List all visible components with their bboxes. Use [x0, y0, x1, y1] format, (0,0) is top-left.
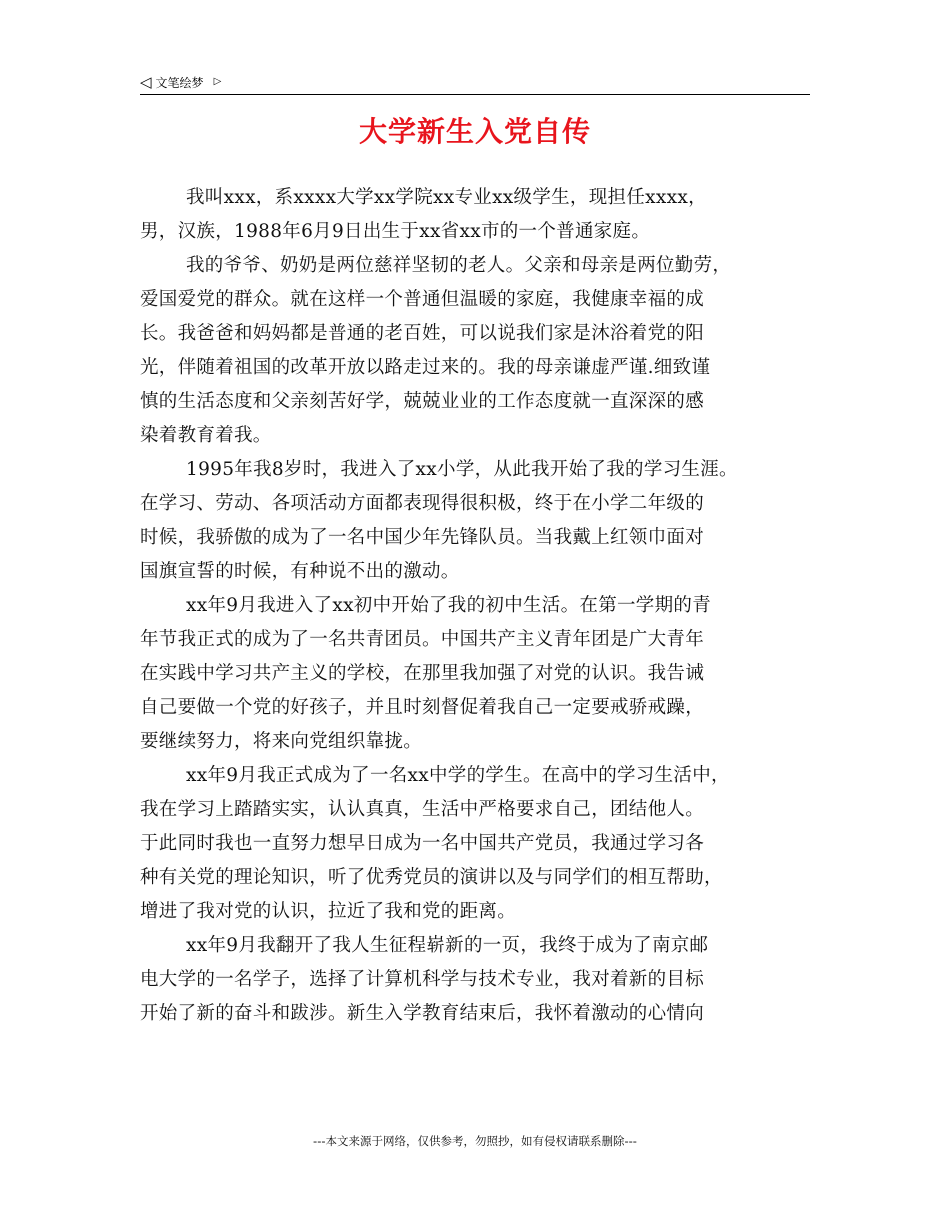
- paragraph-4: [140, 589, 810, 759]
- text-line: 慎的生活态度和父亲刻苦好学，兢兢业业的工作态度就一直深深的感: [140, 391, 705, 412]
- document-body: [140, 181, 810, 1031]
- text-line: 我的爷爷、奶奶是两位慈祥坚韧的老人。父亲和母亲是两位勤劳，: [186, 255, 732, 276]
- text-line: 增进了我对党的认识，拉近了我和党的距离。: [140, 901, 517, 922]
- text-line: 光，伴随着祖国的改革开放以路走过来的。我的母亲谦虚严谨.细致谨: [140, 357, 711, 378]
- page-footer: ---本文来源于网络，仅供参考，勿照抄，如有侵权请联系删除---: [313, 1134, 637, 1148]
- text-line: 国旗宣誓的时候，有种说不出的激动。: [140, 561, 460, 582]
- page-header: [140, 70, 810, 95]
- text-line: 我在学习上踏踏实实，认认真真，生活中严格要求自己，团结他人。: [140, 799, 705, 820]
- text-line: 长。我爸爸和妈妈都是普通的老百姓，可以说我们家是沐浴着党的阳: [140, 323, 705, 344]
- text-line: 年节我正式的成为了一名共青团员。中国共产主义青年团是广大青年: [140, 629, 705, 650]
- text-line: 染着教育着我。: [140, 425, 272, 446]
- right-triangle-icon: ▷: [213, 76, 222, 87]
- text-line: xx年9月我翻开了我人生征程崭新的一页，我终于成为了南京邮: [186, 935, 709, 956]
- text-line: 男，汉族，1988年6月9日出生于xx省xx市的一个普通家庭。: [140, 221, 651, 242]
- text-line: 时候，我骄傲的成为了一名中国少年先锋队员。当我戴上红领巾面对: [140, 527, 705, 548]
- paragraph-3: [140, 453, 810, 589]
- text-line: 种有关党的理论知识，听了优秀党员的演讲以及与同学们的相互帮助，: [140, 867, 723, 888]
- text-line: xx年9月我正式成为了一名xx中学的学生。在高中的学习生活中，: [186, 765, 730, 786]
- paragraph-2: [140, 249, 810, 453]
- text-line: 我叫xxx，系xxxx大学xx学院xx专业xx级学生，现担任xxxx，: [186, 187, 707, 208]
- text-line: 电大学的一名学子，选择了计算机科学与技术专业，我对着新的目标: [140, 969, 705, 990]
- paragraph-6: [140, 929, 810, 1031]
- text-line: 要继续努力，将来向党组织靠拢。: [140, 731, 423, 752]
- left-triangle-icon: ◁: [140, 72, 152, 91]
- text-line: 在实践中学习共产主义的学校，在那里我加强了对党的认识。我告诫: [140, 663, 705, 684]
- header-text: 文笔绘梦: [155, 75, 204, 90]
- document-title: 大学新生入党自传: [358, 115, 591, 148]
- paragraph-1: [140, 181, 810, 249]
- paragraph-5: [140, 759, 810, 929]
- text-line: 在学习、劳动、各项活动方面都表现得很积极，终于在小学二年级的: [140, 493, 705, 514]
- text-line: 开始了新的奋斗和跋涉。新生入学教育结束后，我怀着激动的心情向: [140, 1003, 705, 1024]
- text-line: xx年9月我进入了xx初中开始了我的初中生活。在第一学期的青: [186, 595, 712, 616]
- text-line: 爱国爱党的群众。就在这样一个普通但温暖的家庭，我健康幸福的成: [140, 289, 705, 310]
- text-line: 于此同时我也一直努力想早日成为一名中国共产党员，我通过学习各: [140, 833, 705, 854]
- text-line: 自己要做一个党的好孩子，并且时刻督促着我自己一定要戒骄戒躁，: [140, 697, 705, 718]
- text-line: 1995年我8岁时，我进入了xx小学，从此我开始了我的学习生涯。: [186, 459, 738, 480]
